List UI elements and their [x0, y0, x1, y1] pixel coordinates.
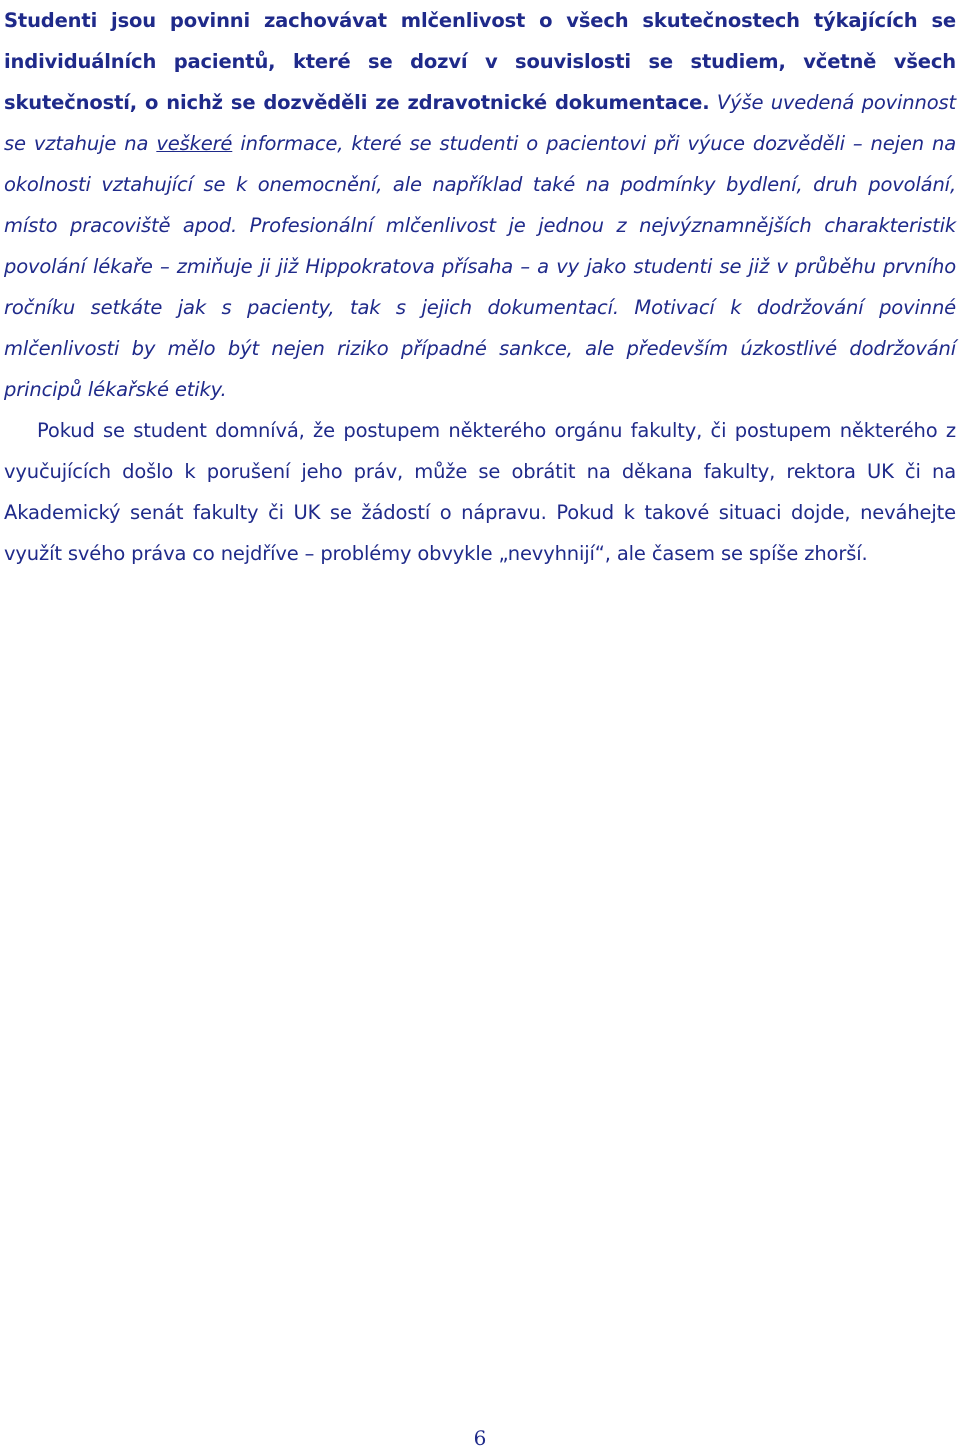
bold-statement: Studenti jsou povinni zachovávat mlčenlivost o všech skutečnostech týkajících se individuálních pacientů, které se dozví v souvislosti se studiem, včetně všech skutečností, o nichž se dozvěděli ze zdravotnické dokumentace. — [4, 9, 956, 114]
paragraph-student-rights: Pokud se student domnívá, že postupem některého orgánu fakulty, či postupem některého z vyučujících došlo k porušení jeho práv, může se obrátit na děkana fakulty, rektora UK či na Akademický senát fakulty či UK se žádostí o nápravu. Pokud k takové situaci dojde, neváhejte využít svého práva co nejdříve – problémy obvykle „nevyhnijí“, ale časem se spíše zhorší. — [4, 419, 956, 565]
underlined-word: veškeré — [156, 132, 233, 155]
italic-text-rest: informace, které se studenti o pacientovi při výuce dozvěděli – nejen na okolnosti vztahující se k onemocnění, ale například také na podmínky bydlení, druh povolání, místo pracoviště apod. Profesionální mlčenlivost je jednou z nejvýznamnějších charakteristik povolání lékaře – zmiňuje ji již Hippokratova přísaha – a vy jako studenti se již v průběhu prvního ročníku setkáte jak s pacienty, tak s jejich dokumentací. Motivací k dodržování povinné mlčenlivosti by mělo být nejen riziko případné sankce, ale především úzkostlivé dodržování principů lékařské etiky. — [4, 132, 956, 401]
page-number: 6 — [473, 1426, 487, 1450]
italic-explanation — [4, 91, 956, 401]
paragraph-confidentiality — [4, 0, 956, 410]
italic-text-start: Výše uvedená povinnost se vztahuje na — [4, 91, 956, 155]
document-page — [4, 0, 956, 574]
